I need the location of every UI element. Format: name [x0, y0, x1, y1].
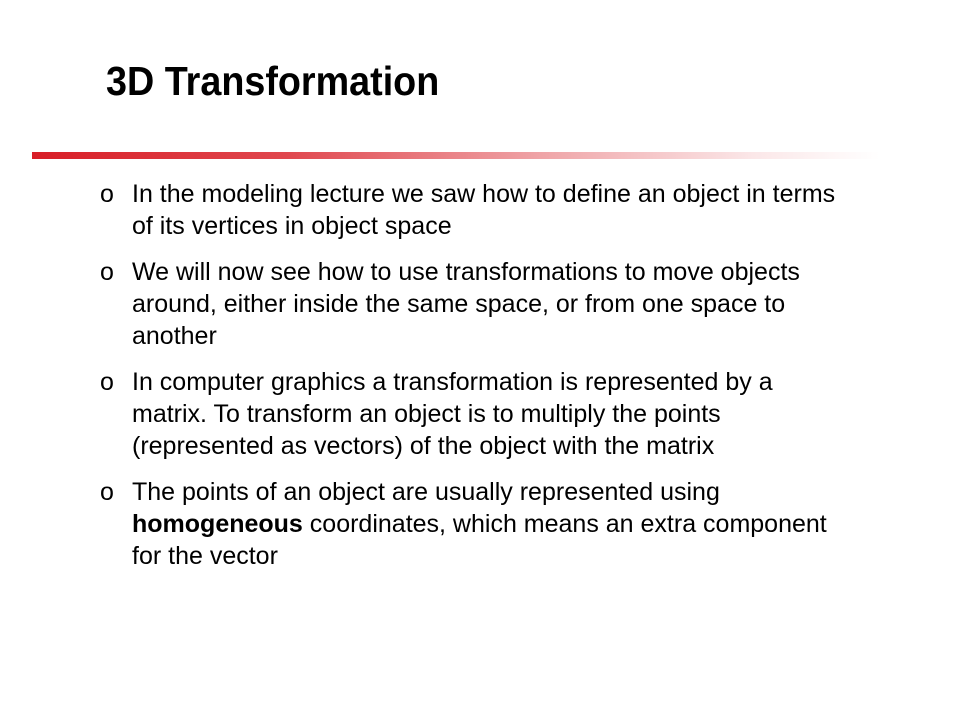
- bullet-text-bold: homogeneous: [132, 510, 303, 538]
- slide-title: 3D Transformation: [106, 58, 440, 104]
- bullet-item-4: [100, 476, 840, 572]
- bullet-item-3: [100, 366, 840, 462]
- bullet-text: We will now see how to use transformations to move objects around, either inside the same space, or from one space to another: [132, 258, 800, 350]
- bullet-text: In the modeling lecture we saw how to define an object in terms of its vertices in object space: [132, 180, 836, 240]
- bullet-list: [100, 178, 840, 586]
- bullet-marker: o: [100, 368, 114, 396]
- bullet-item-1: [100, 178, 840, 242]
- bullet-marker: o: [100, 180, 114, 208]
- bullet-text: In computer graphics a transformation is represented by a matrix. To transform an object is to multiply the points (represented as vectors) of the object with the matrix: [132, 368, 773, 460]
- bullet-marker: o: [100, 258, 114, 286]
- title-underline-bar: [32, 152, 880, 159]
- bullet-text-after: coordinates, which means an extra component for the vector: [132, 510, 827, 570]
- bullet-item-2: [100, 256, 840, 352]
- bullet-marker: o: [100, 478, 114, 506]
- bullet-text-before: The points of an object are usually represented using: [132, 478, 720, 506]
